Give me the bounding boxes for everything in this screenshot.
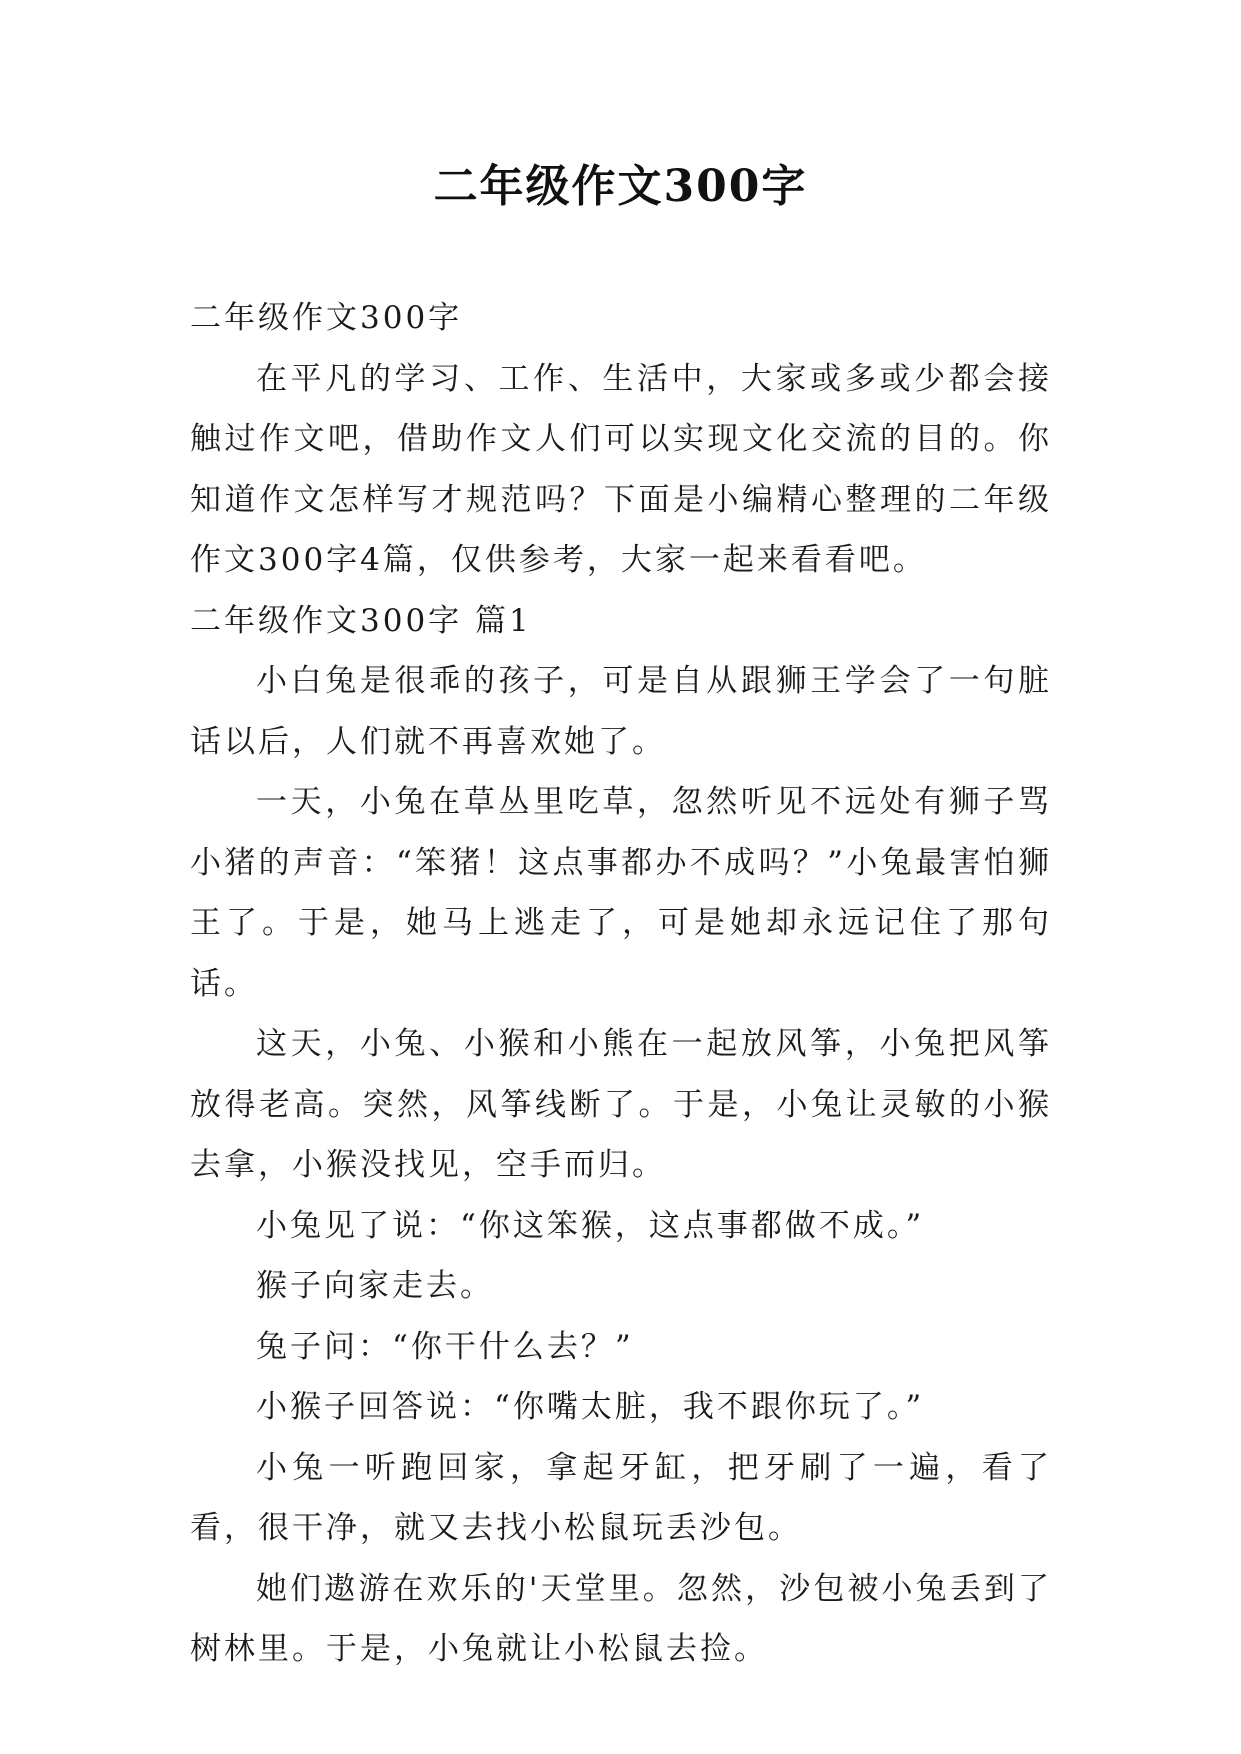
- body-paragraph: 猴子向家走去。: [256, 1268, 494, 1304]
- body-paragraph: 她们遨游在欢乐的'天堂里。忽然，沙包被小兔丢到了树林里。于是，小兔就让小松鼠去捡。: [190, 1570, 1052, 1667]
- section-heading: 二年级作文300字: [190, 300, 463, 336]
- body-paragraph: 小兔见了说：“你这笨猴，这点事都做不成。”: [256, 1207, 925, 1244]
- body-paragraph: 小猴子回答说：“你嘴太脏，我不跟你玩了。”: [256, 1389, 925, 1425]
- body-paragraph: 一天，小兔在草丛里吃草，忽然听见不远处有狮子骂小猪的声音：“笨猪！这点事都办不成吗？”小兔最害怕狮王了。于是，她马上逃走了，可是她却永远记住了那句话。: [190, 784, 1052, 1002]
- intro-paragraph: 在平凡的学习、工作、生活中，大家或多或少都会接触过作文吧，借助作文人们可以实现文化交流的目的。你知道作文怎样写才规范吗？下面是小编精心整理的二年级作文300字4篇，仅供参考，大家一起来看看吧。: [190, 360, 1052, 578]
- body-paragraph: 兔子问：“你干什么去？”: [256, 1328, 634, 1365]
- body-paragraph: 小兔一听跑回家，拿起牙缸，把牙刷了一遍，看了看，很干净，就又去找小松鼠玩丢沙包。: [190, 1449, 1052, 1546]
- document-body: [190, 288, 1052, 1680]
- body-paragraph: 小白兔是很乖的孩子，可是自从跟狮王学会了一句脏话以后，人们就不再喜欢她了。: [190, 663, 1052, 760]
- body-paragraph: 这天，小兔、小猴和小熊在一起放风筝，小兔把风筝放得老高。突然，风筝线断了。于是，小兔让灵敏的小猴去拿，小猴没找见，空手而归。: [190, 1026, 1052, 1183]
- document-title: 二年级作文300字: [433, 161, 808, 212]
- essay-heading: 二年级作文300字 篇1: [190, 602, 532, 639]
